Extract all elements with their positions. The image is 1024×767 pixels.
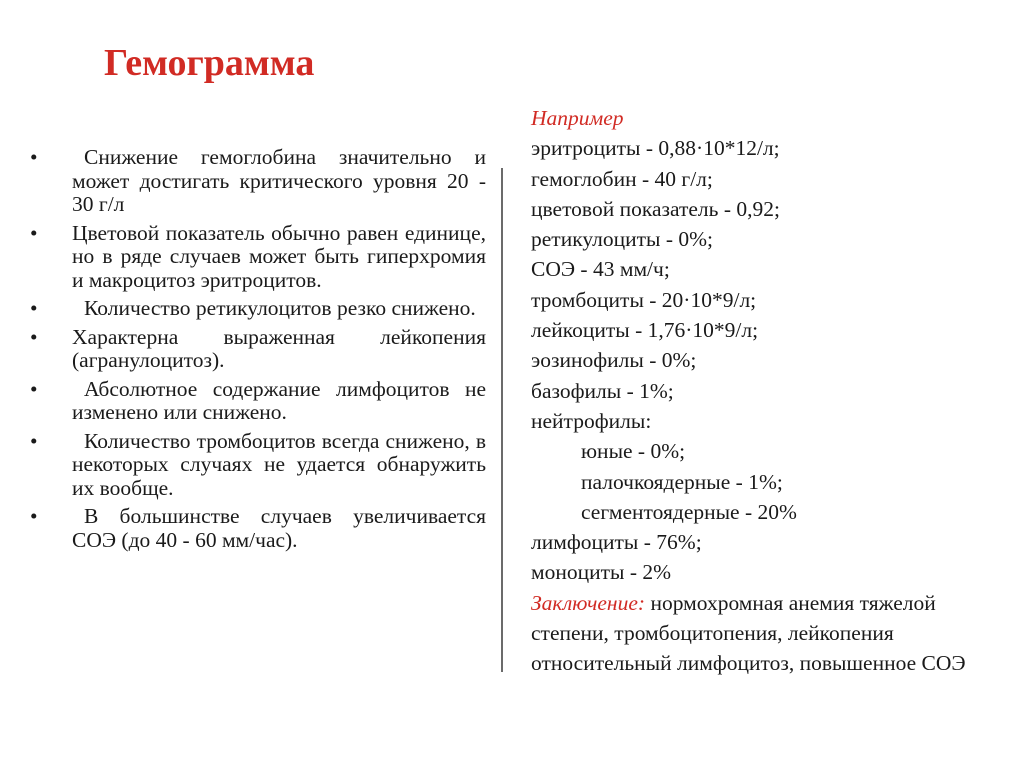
list-item <box>30 378 486 425</box>
lab-value-line: эритроциты - 0,88·10*12/л; <box>531 136 780 161</box>
list-item <box>30 146 486 217</box>
lab-value-line: тромбоциты - 20·10*9/л; <box>531 287 757 312</box>
conclusion <box>531 588 1019 679</box>
bullet-text: Абсолютное содержание лимфоцитов не изменено или снижено. <box>72 376 486 424</box>
lab-value-line: гемоглобин - 40 г/л; <box>531 166 713 191</box>
bullet-text: В большинстве случаев увеличивается СОЭ (до 40 - 60 мм/час). <box>72 504 486 552</box>
bullet-list <box>30 146 486 557</box>
list-item <box>30 222 486 293</box>
lab-value-line: базофилы - 1%; <box>531 378 674 403</box>
column-divider <box>501 168 503 672</box>
lab-value-line: СОЭ - 43 мм/ч; <box>531 257 670 282</box>
bullet-text: Цветовой показатель обычно равен единице, но в ряде случаев может быть гиперхромия и макроцитоз эритроцитов. <box>72 220 486 292</box>
bullet-dot: • <box>30 376 38 401</box>
list-item <box>30 326 486 373</box>
conclusion-text: нормохромная анемия тяжелой степени, тромбоцитопения, лейкопения относительный лимфоцитоз, повышенное СОЭ <box>531 590 966 676</box>
conclusion-label: Заключение: <box>531 590 646 615</box>
lab-subvalue-line: юные - 0%; <box>581 439 686 464</box>
bullet-dot: • <box>30 504 38 528</box>
lab-subvalue-line: палочкоядерные - 1%; <box>581 469 783 494</box>
bullet-text: Характерна выраженная лейкопения (агранулоцитоз). <box>72 324 486 372</box>
example-panel <box>531 103 1019 679</box>
bullet-text: Количество тромбоцитов всегда снижено, в некоторых случаях не удается обнаружить их вообще. <box>72 428 486 500</box>
list-item <box>30 505 486 552</box>
list-item <box>30 297 486 321</box>
bullet-dot: • <box>30 145 38 169</box>
bullet-dot: • <box>30 428 38 453</box>
bullet-dot: • <box>30 296 38 320</box>
lab-value-line: лейкоциты - 1,76·10*9/л; <box>531 318 759 343</box>
bullet-text: Количество ретикулоцитов резко снижено. <box>84 296 476 320</box>
lab-value-line: моноциты - 2% <box>531 560 672 585</box>
example-heading: Например <box>531 106 624 130</box>
bullet-text: Снижение гемоглобина значительно и может достигать критического уровня 20 - 30 г/л <box>72 145 486 216</box>
list-item <box>30 430 486 501</box>
lab-subvalue-line: сегментоядерные - 20% <box>581 499 797 524</box>
lab-value-line: ретикулоциты - 0%; <box>531 227 714 252</box>
lab-value-line: нейтрофилы: <box>531 408 652 433</box>
lab-value-line: цветовой показатель - 0,92; <box>531 196 780 221</box>
bullet-dot: • <box>30 220 38 245</box>
lab-value-line: эозинофилы - 0%; <box>531 348 697 373</box>
bullet-dot: • <box>30 324 38 349</box>
slide-title: Гемограмма <box>104 42 315 84</box>
lab-value-line: лимфоциты - 76%; <box>531 530 702 555</box>
